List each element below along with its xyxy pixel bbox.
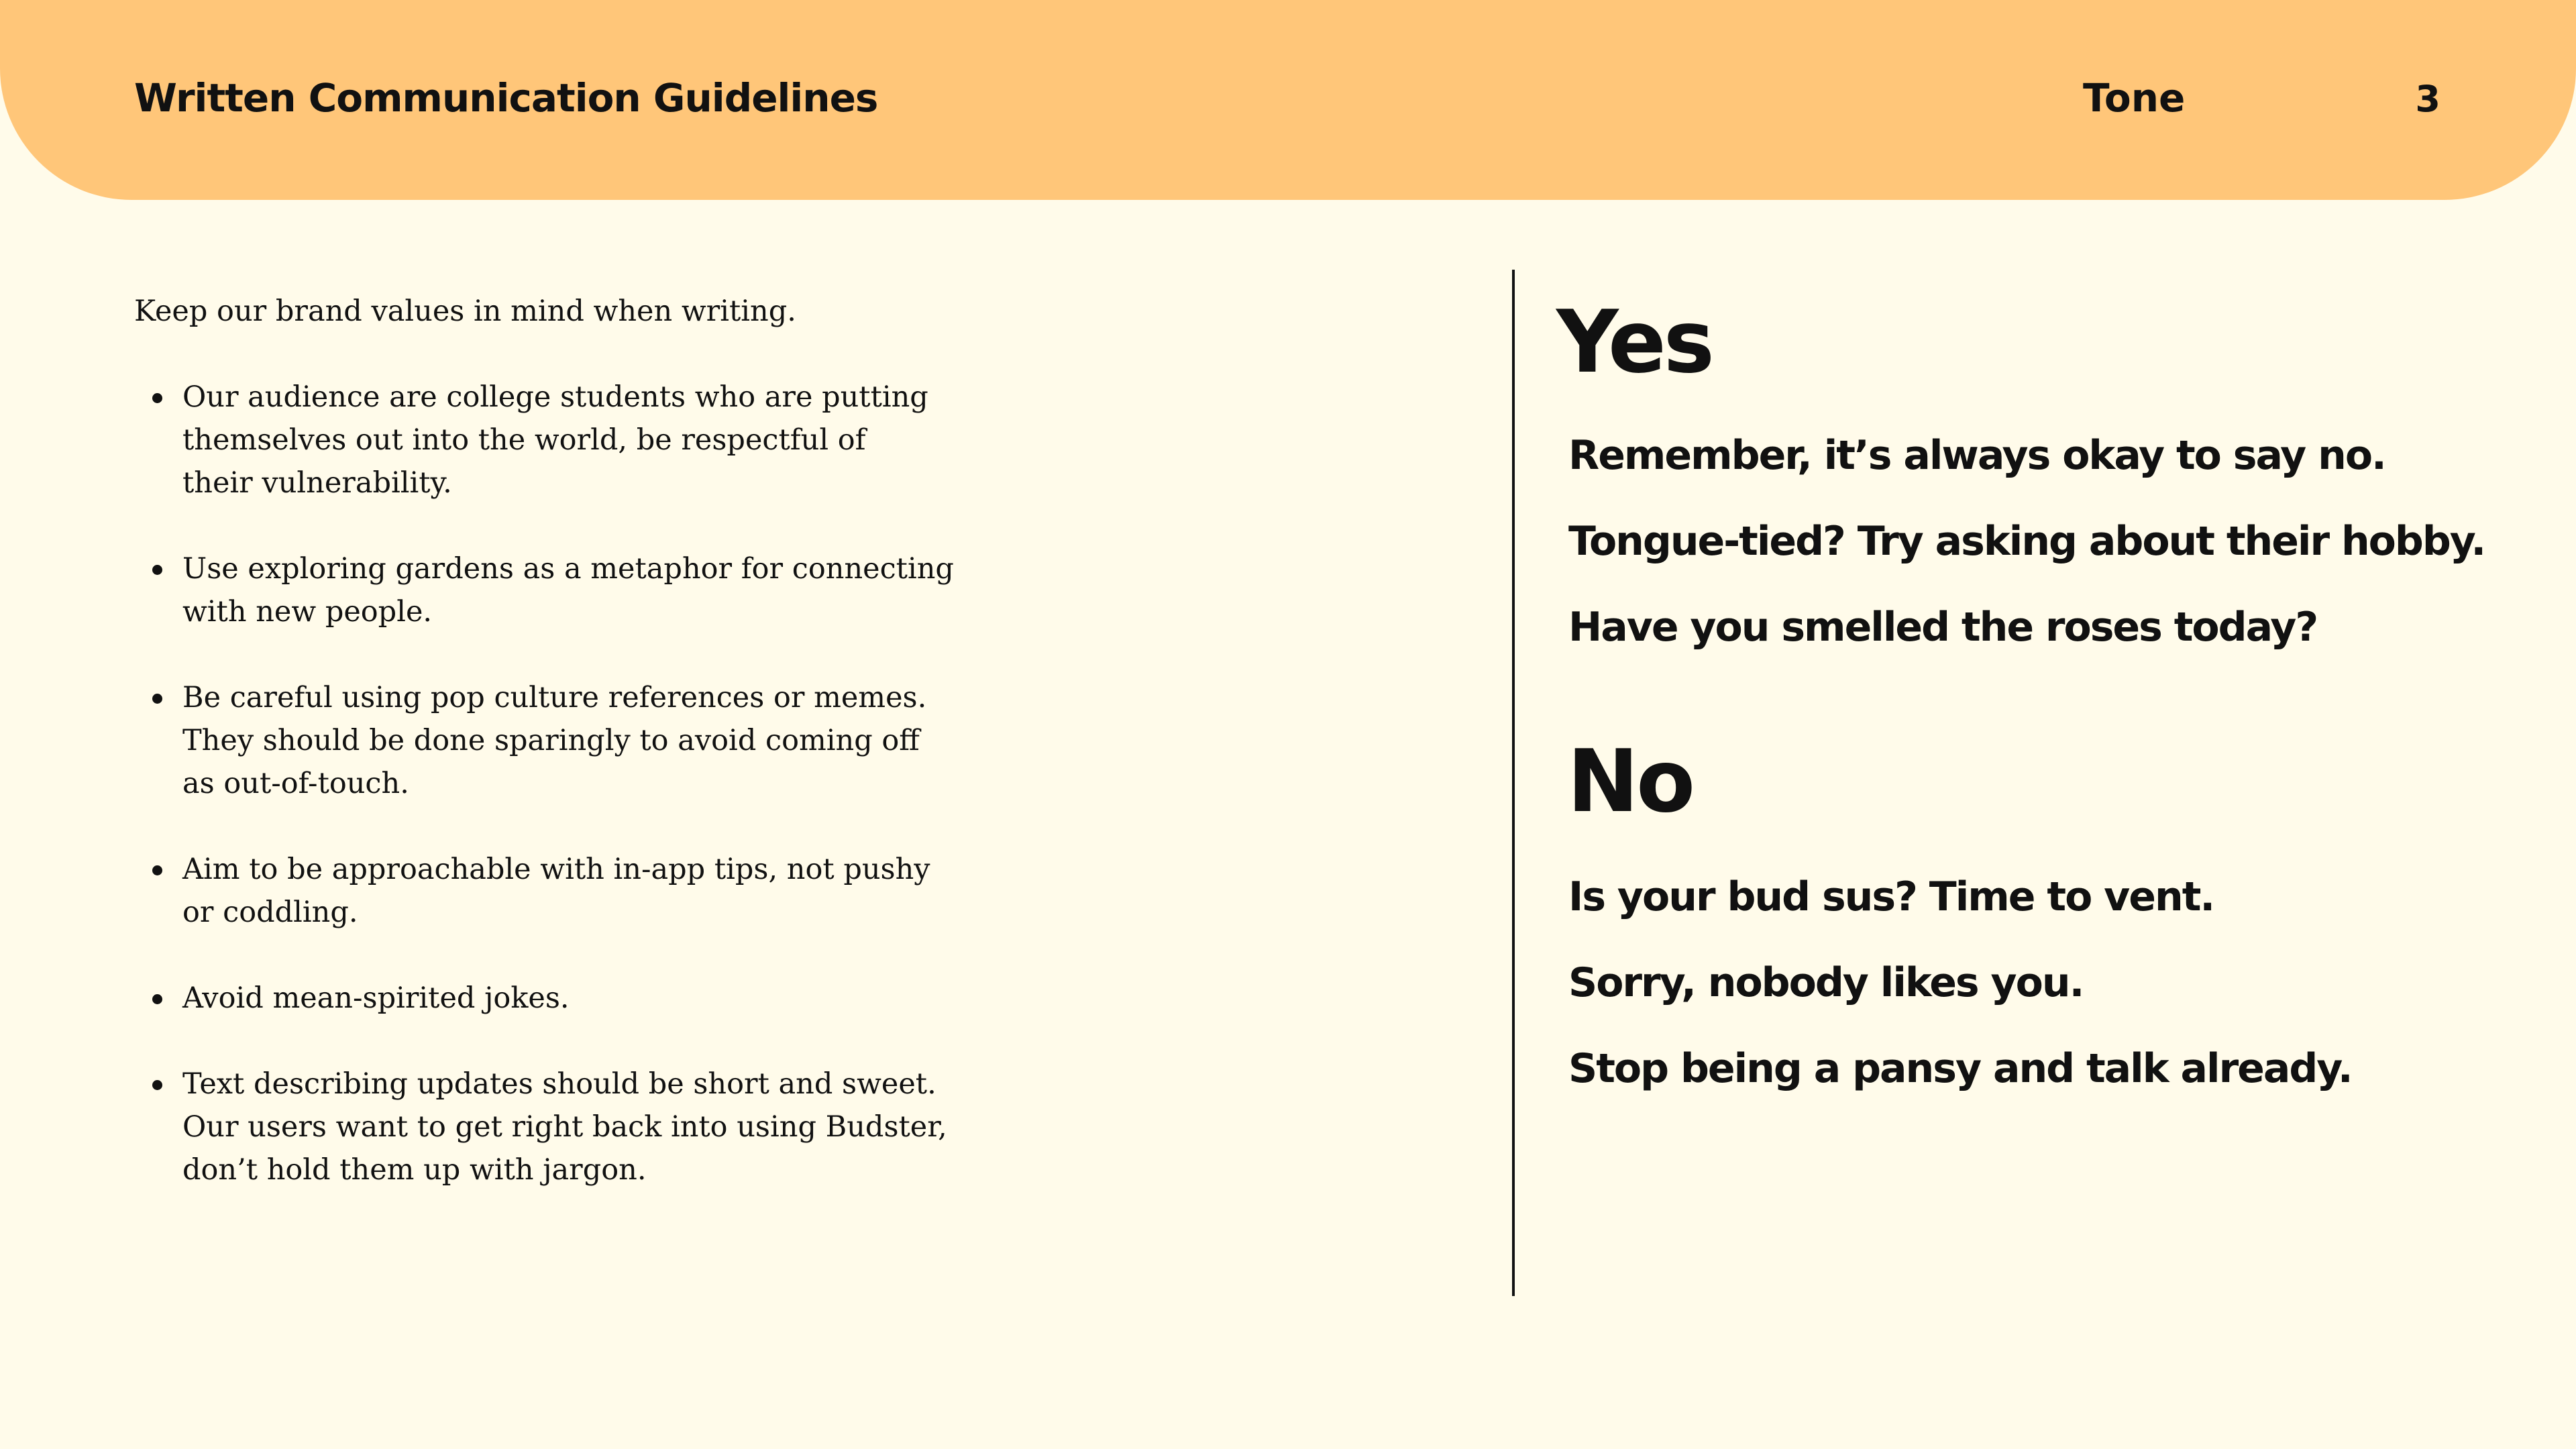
guideline-line: don’t hold them up with jargon.	[182, 1153, 647, 1187]
header-banner	[0, 0, 2576, 200]
section-label: Tone	[2083, 75, 2186, 121]
guideline-item-pop-culture	[134, 676, 934, 805]
no-heading: No	[1567, 732, 1693, 832]
guideline-item-updates	[134, 1063, 947, 1191]
guideline-line: Use exploring gardens as a metaphor for connecting	[182, 552, 954, 586]
guideline-line: or coddling.	[182, 896, 358, 929]
guidelines-column	[134, 290, 954, 1191]
guideline-item-audience	[134, 376, 934, 504]
column-divider	[1512, 270, 1515, 1296]
guidelines-list	[134, 376, 954, 1191]
no-example: Is your bud sus? Time to vent.	[1568, 873, 2214, 920]
page-number: 3	[2415, 78, 2440, 120]
guideline-line: their vulnerability.	[182, 466, 452, 500]
guideline-line: They should be done sparingly to avoid coming off	[182, 724, 920, 757]
guideline-line: with new people.	[182, 595, 433, 629]
yes-example: Tongue-tied? Try asking about their hobby.	[1568, 518, 2485, 565]
yes-example: Remember, it’s always okay to say no.	[1568, 432, 2385, 479]
guideline-line: themselves out into the world, be respectful of	[182, 423, 866, 457]
guideline-item-metaphor	[134, 547, 954, 633]
guideline-line: Be careful using pop culture references or memes.	[182, 681, 927, 714]
guideline-line: Our audience are college students who are putting	[182, 380, 928, 414]
guideline-item-approachable	[134, 848, 934, 934]
no-example: Stop being a pansy and talk already.	[1568, 1045, 2352, 1092]
guideline-line: as out-of-touch.	[182, 767, 409, 800]
guideline-item-jokes	[134, 977, 934, 1020]
guideline-line: Aim to be approachable with in-app tips, not pushy	[182, 853, 930, 886]
intro-text: Keep our brand values in mind when writing.	[134, 294, 796, 328]
document-title: Written Communication Guidelines	[134, 75, 878, 121]
guideline-line: Our users want to get right back into using Budster,	[182, 1110, 947, 1144]
no-example: Sorry, nobody likes you.	[1568, 959, 2084, 1006]
guideline-line: Avoid mean-spirited jokes.	[182, 981, 570, 1015]
guideline-line: Text describing updates should be short and sweet.	[182, 1067, 936, 1101]
yes-heading: Yes	[1556, 292, 1712, 392]
yes-example: Have you smelled the roses today?	[1568, 604, 2318, 651]
